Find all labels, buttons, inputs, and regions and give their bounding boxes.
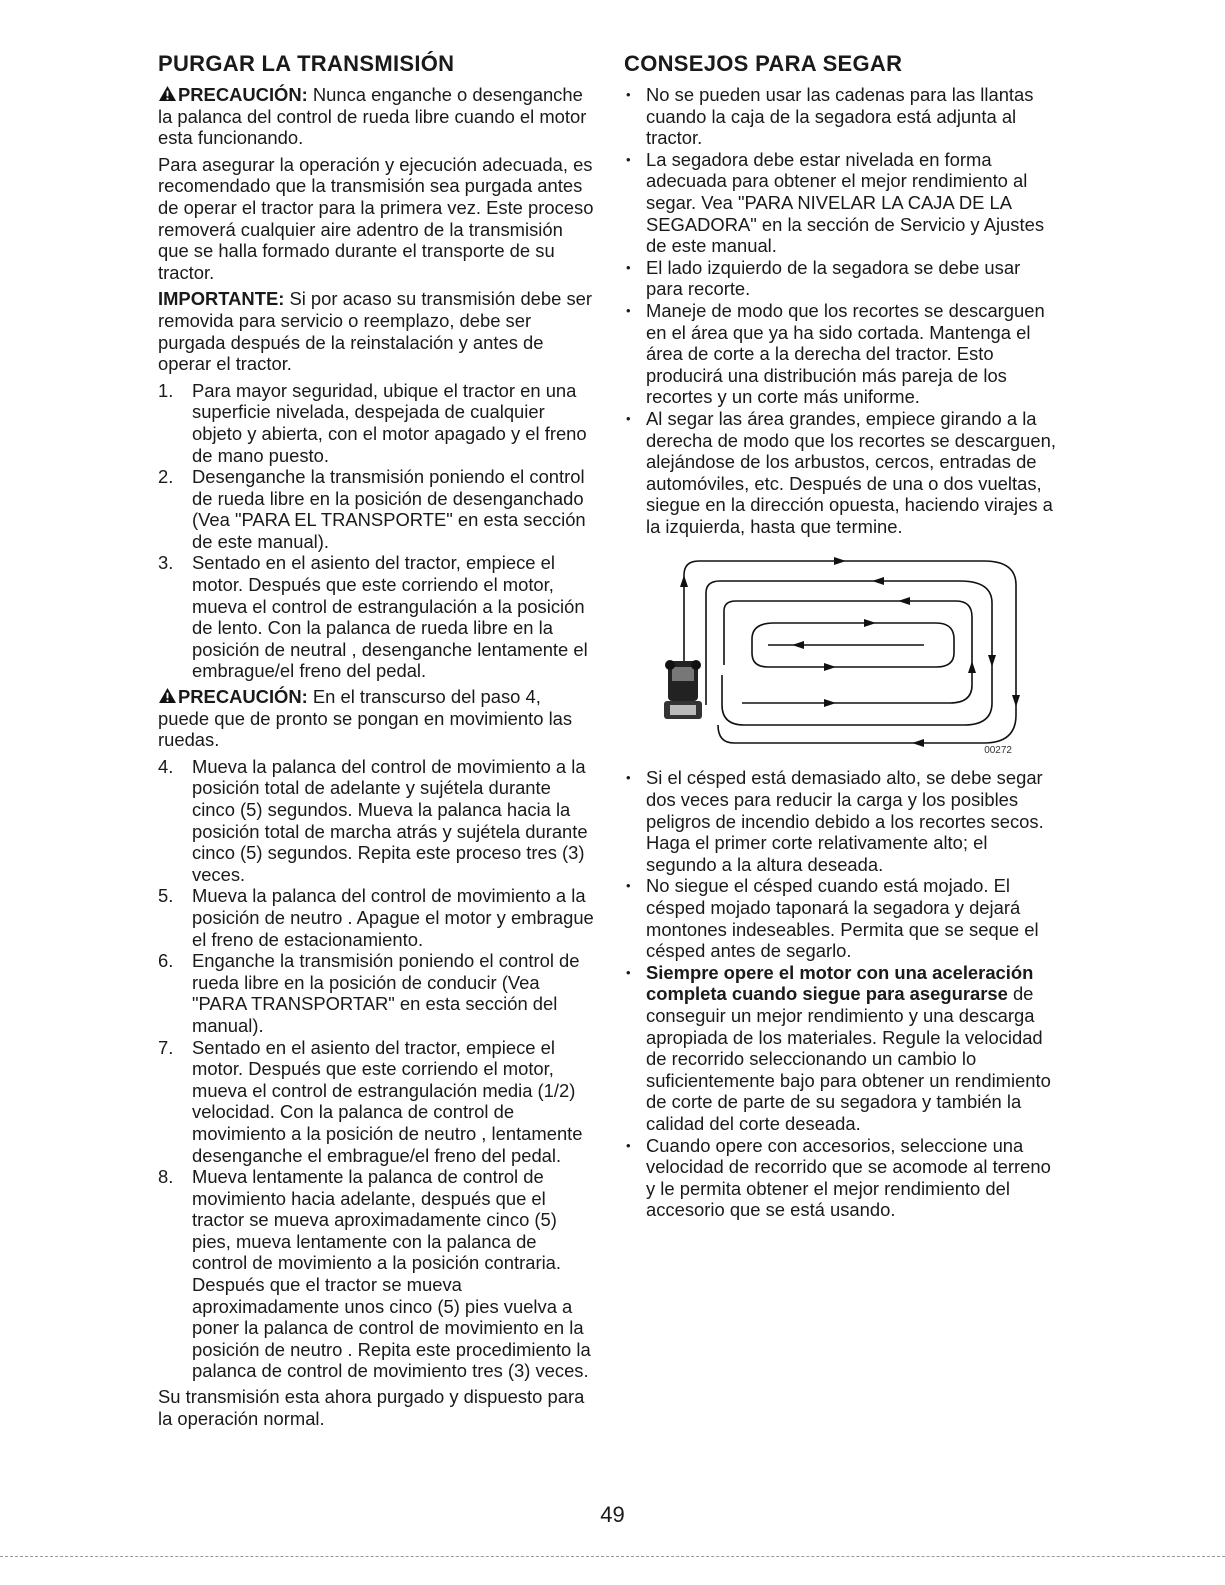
step-item: [158, 552, 594, 682]
step-text: Sentado en el asiento del tractor, empiece el motor. Después que este corriendo el motor, mueva el control de estrangulación media (1/2) velocidad. Con la palanca de control de movimiento a la posición de neutro , lentamente desenganche el embrague/el freno del pedal.: [192, 1036, 583, 1166]
intro-paragraph: Para asegurar la operación y ejecución adecuada, es recomendado que la transmisión sea purgada antes de operar el tractor para la primera vez. Este proceso removerá cualquier aire adentro de la transmisión que se halla formado durante el transporte de su tractor.: [158, 153, 594, 283]
caution-text: En el transcurso del paso 4, puede que de pronto se pongan en movimiento las ruedas.: [158, 686, 573, 751]
figure-code: 00272: [984, 745, 1012, 757]
caution-label: PRECAUCIÓN:: [178, 84, 308, 105]
tip-item: • Maneje de modo que los recortes se descarguen en el área que ya ha sido cortada. Mantenga el área de corte a la derecha del tractor. Esto producirá una distribución más pareja de los recortes y un corte más uniforme.: [624, 300, 1060, 408]
step-number: 8.: [158, 1166, 174, 1188]
step-item: [158, 1166, 594, 1382]
left-column: [158, 50, 594, 1434]
step-number: 2.: [158, 466, 174, 488]
tip-item: • La segadora debe estar nivelada en forma adecuada para obtener el mejor rendimiento al segar. Vea "PARA NIVELAR LA CAJA DE LA SEGADORA" en la sección de Servicio y Ajustes de este manual.: [624, 149, 1060, 257]
step-number: 1.: [158, 379, 174, 401]
step-text: Enganche la transmisión poniendo el control de rueda libre en la posición de conducir (Vea "PARA TRANSPORTAR" en esta sección del manual).: [192, 950, 580, 1036]
tip-item: • No siegue el césped cuando está mojado. El césped mojado taponará la segadora y dejará montones indeseables. Permita que se seque el césped antes de segarlo.: [624, 875, 1060, 961]
steps-list-a: [158, 380, 594, 682]
step-item: [158, 756, 594, 886]
warning-triangle-icon: [158, 85, 177, 102]
caution-note-2: [158, 686, 594, 751]
step-text: Mueva lentamente la palanca de control de movimiento hacia adelante, después que el tractor se mueva aproximadamente cinco (5) pies, mueva lentamente con la palanca de control de movimiento a la posición contraria. Después que el tractor se mueva aproximadamente unos cinco (5) pies vuelva a poner la palanca de control de movimiento en la posición de neutro . Repita este procedimiento la palanca de control de movimiento tres (3) veces.: [192, 1166, 591, 1382]
closing-paragraph: Su transmisión esta ahora purgado y dispuesto para la operación normal.: [158, 1386, 585, 1429]
tips-list-a: [624, 84, 1060, 537]
step-item: [158, 466, 594, 552]
step-number: 6.: [158, 950, 174, 972]
step-number: 5.: [158, 885, 174, 907]
tip-item: • Si el césped está demasiado alto, se debe segar dos veces para reducir la carga y los posibles peligros de incendio debido a los recortes secos. Haga el primer corte relativamente alto; el segundo a la altura deseada.: [624, 767, 1060, 875]
caution-text: Nunca enganche o desenganche la palanca del control de rueda libre cuando el motor esta funcionando.: [158, 84, 587, 149]
important-text: Si por acaso su transmisión debe ser removida para servicio o reemplazo, debe ser purgada después de la reinstalación y antes de operar el tractor.: [158, 288, 593, 375]
step-number: 3.: [158, 552, 174, 574]
tip-item: [624, 962, 1060, 1135]
step-item: [158, 1037, 594, 1167]
step-text: Desenganche la transmisión poniendo el control de rueda libre en la posición de desenganchado (Vea "PARA EL TRANSPORTE" en esta sección de este manual).: [192, 466, 586, 552]
page-number: 49: [600, 1502, 625, 1527]
tips-list-b: [624, 767, 1060, 1220]
step-number: 4.: [158, 755, 174, 777]
tip-item: • El lado izquierdo de la segadora se debe usar para recorte.: [624, 257, 1060, 300]
step-text: Mueva la palanca del control de movimiento a la posición de neutro . Apague el motor y embrague el freno de estacionamiento.: [192, 885, 594, 950]
tip-bold-rest: de conseguir un mejor rendimiento y una descarga apropiada de los materiales. Regule la velocidad de recorrido seleccionando un cambio lo suficientemente bajo para obtener un rendimiento de corte de parte de su segadora y también la calidad del corte deseada.: [646, 983, 1051, 1134]
right-column: [624, 50, 1060, 1221]
step-item: [158, 380, 594, 466]
step-item: [158, 885, 594, 950]
important-note: [158, 288, 594, 374]
step-text: Sentado en el asiento del tractor, empiece el motor. Después que este corriendo el motor, mueva el control de estrangulación a la posición de lento. Con la palanca de rueda libre en la posición de neutral , desenganche lentamente el embrague/el freno del pedal.: [192, 552, 588, 682]
tip-item: • Al segar las área grandes, empiece girando a la derecha de modo que los recortes se descarguen, alejándose de los arbustos, cercos, entradas de automóviles, etc. Después de una o dos vueltas, siegue en la dirección opuesta, haciendo virajes a la izquierda, hasta que termine.: [624, 408, 1060, 538]
step-item: [158, 950, 594, 1036]
tip-bold-lead: Siempre opere el motor con una aceleración completa cuando siegue para asegurarse: [646, 961, 1034, 1005]
section-heading-consejos: CONSEJOS PARA SEGAR: [624, 51, 903, 76]
warning-triangle-icon: [158, 687, 177, 704]
mowing-pattern-diagram: [624, 555, 1060, 755]
tip-item: • Cuando opere con accesorios, seleccione una velocidad de recorrido que se acomode al terreno y le permita obtener el mejor rendimiento del accesorio que se está usando.: [624, 1135, 1060, 1221]
steps-list-b: [158, 756, 594, 1382]
tractor-icon: [664, 660, 702, 719]
section-heading-purgar: PURGAR LA TRANSMISIÓN: [158, 51, 455, 76]
step-number: 7.: [158, 1036, 174, 1058]
caution-note-1: [158, 84, 594, 149]
step-text: Mueva la palanca del control de movimiento a la posición total de adelante y sujétela durante cinco (5) segundos. Mueva la palanca hacia la posición total de marcha atrás y sujétela durante cinco (5) segundos. Repita este proceso tres (3) veces.: [192, 755, 588, 885]
important-label: IMPORTANTE:: [158, 288, 285, 310]
mowing-pattern-figure: [624, 555, 1060, 755]
caution-label: PRECAUCIÓN:: [178, 686, 308, 708]
tip-item: • No se pueden usar las cadenas para las llantas cuando la caja de la segadora está adjunta al tractor.: [624, 84, 1060, 149]
step-text: Para mayor seguridad, ubique el tractor en una superficie nivelada, despejada de cualquier objeto y abierta, con el motor apagado y el freno de mano puesto.: [192, 379, 587, 466]
page-bottom-rule: [0, 1556, 1225, 1557]
